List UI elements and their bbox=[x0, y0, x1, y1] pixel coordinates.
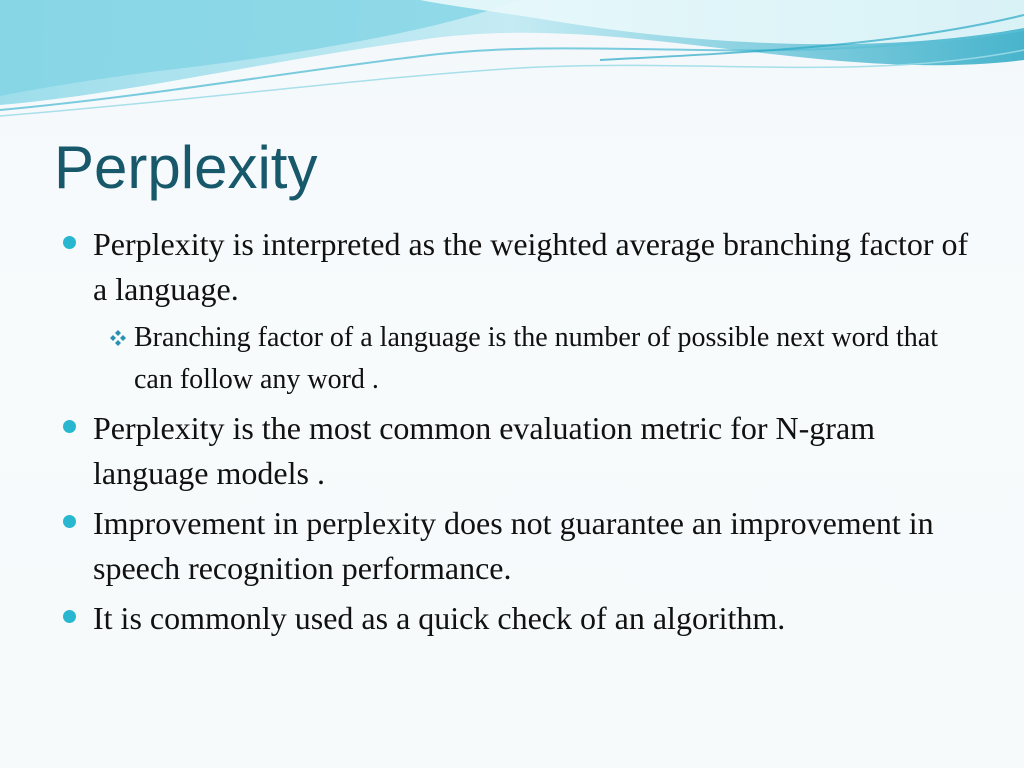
bullet-text: Perplexity is interpreted as the weighted average branching factor of a language. bbox=[93, 226, 969, 307]
bullet-text: It is commonly used as a quick check of an algorithm. bbox=[93, 600, 786, 636]
sub-bullet-text: Branching factor of a language is the number of possible next word that can follow any word . bbox=[134, 322, 938, 395]
bullet-dot-icon bbox=[63, 515, 76, 528]
bullet-item-3 bbox=[62, 501, 982, 591]
bullet-item-1 bbox=[62, 222, 982, 312]
decorative-wave-header bbox=[0, 0, 1024, 130]
bullet-dot-icon bbox=[63, 610, 76, 623]
bullet-dot-icon bbox=[63, 420, 76, 433]
sub-bullet-item-1 bbox=[134, 317, 982, 401]
bullet-item-2 bbox=[62, 406, 982, 496]
bullet-dot-icon bbox=[63, 236, 76, 249]
diamond-bullet-icon bbox=[109, 329, 127, 347]
bullet-text: Perplexity is the most common evaluation metric for N-gram language models . bbox=[93, 410, 876, 491]
bullet-text: Improvement in perplexity does not guarantee an improvement in speech recognition performance. bbox=[93, 505, 934, 586]
bullet-item-4 bbox=[62, 596, 982, 641]
slide-body bbox=[62, 222, 982, 646]
slide-title: Perplexity bbox=[54, 134, 318, 201]
